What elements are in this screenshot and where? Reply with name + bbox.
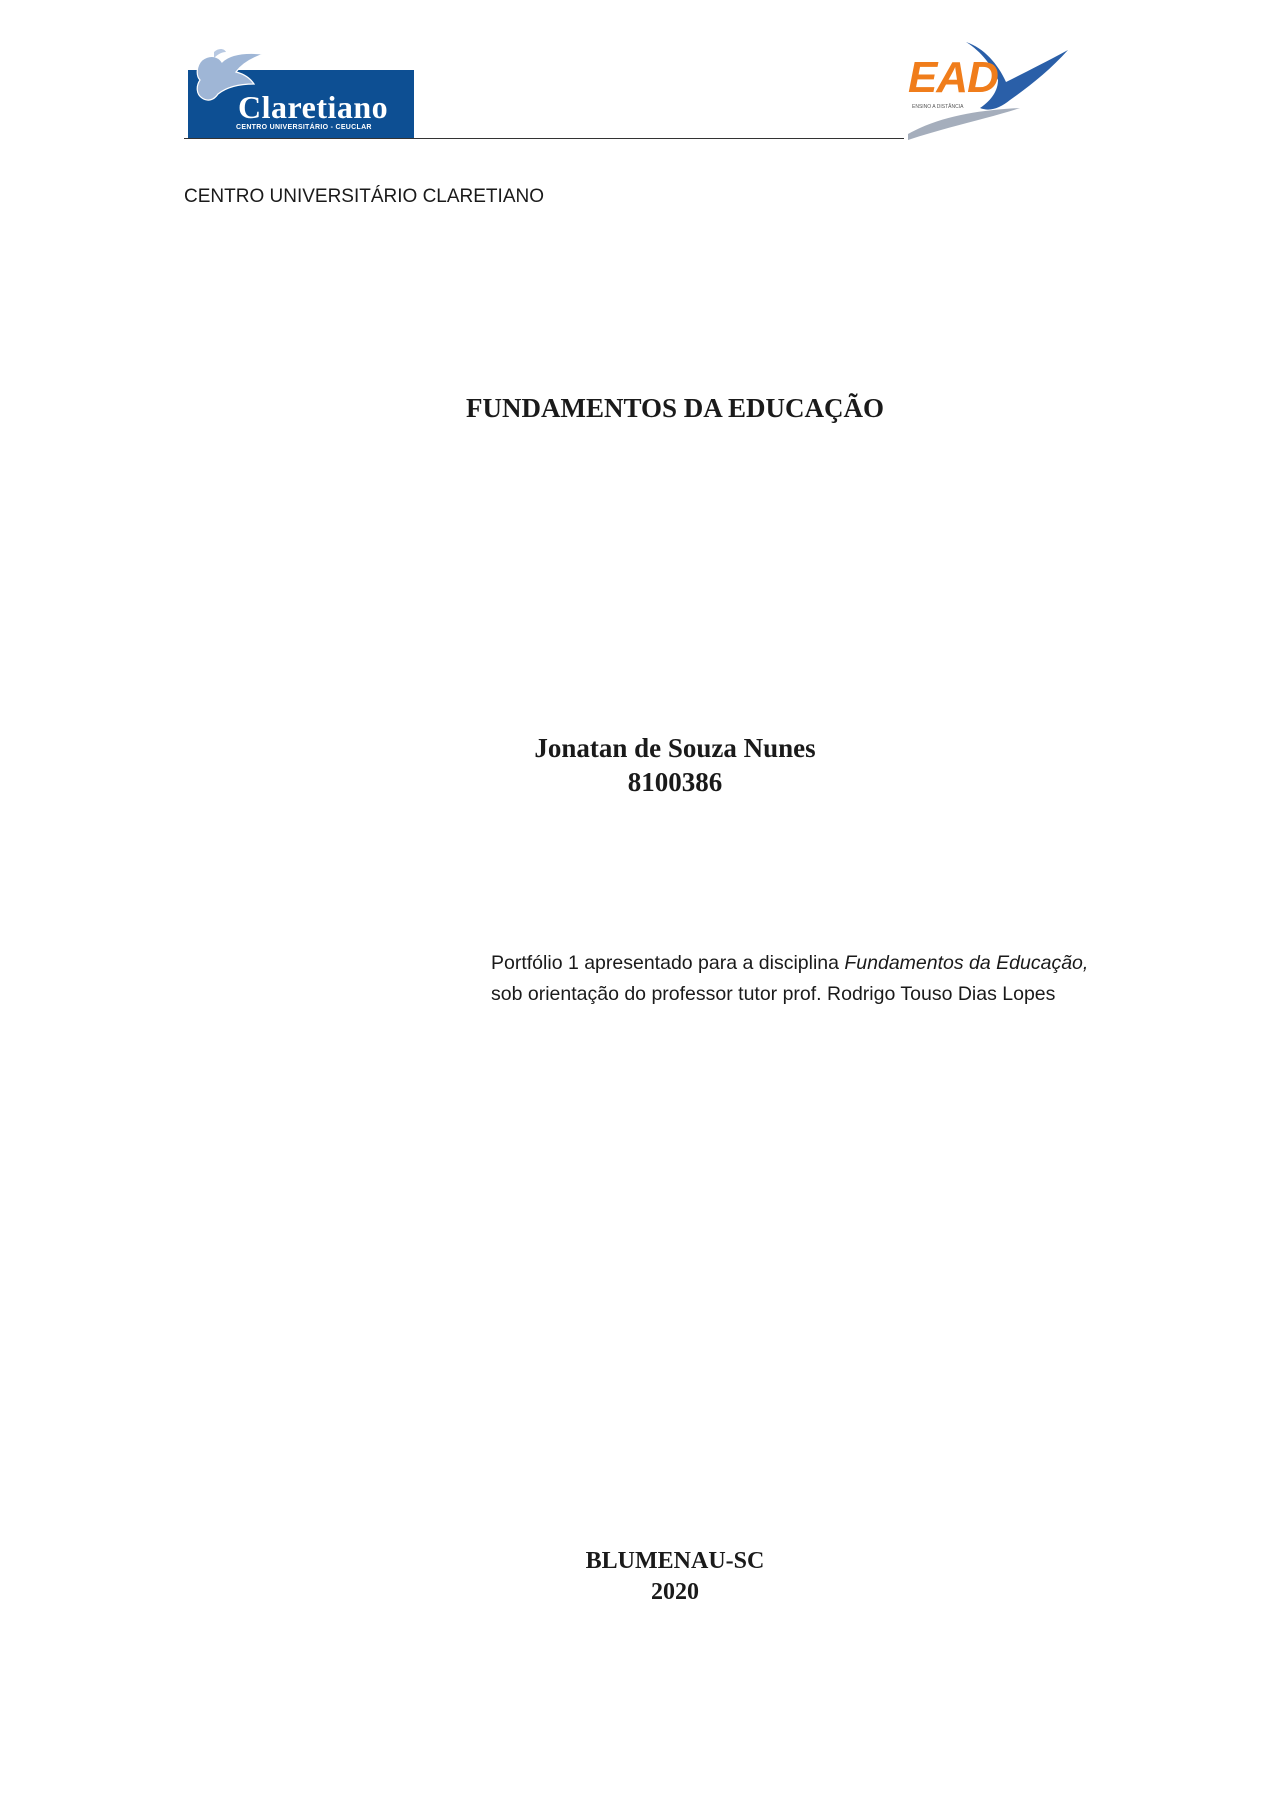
portfolio-description: [491, 948, 1191, 1010]
claretiano-wordmark: Claretiano: [238, 89, 389, 125]
document-title: FUNDAMENTOS DA EDUCAÇÃO: [465, 393, 885, 423]
student-block: [0, 731, 1280, 799]
description-line-1: [491, 948, 1191, 979]
institution-name: CENTRO UNIVERSITÁRIO CLARETIANO: [184, 186, 544, 207]
claretiano-logo: [184, 44, 416, 140]
student-id: 8100386: [627, 767, 723, 797]
ead-logo: [900, 30, 1100, 146]
description-prefix: Portfólio 1 apresentado para a disciplina: [491, 952, 845, 974]
header-divider: [184, 138, 904, 139]
footer-block: [0, 1546, 1280, 1608]
ead-wordmark: EAD: [908, 53, 998, 102]
student-name: Jonatan de Souza Nunes: [534, 733, 816, 763]
footer-year: 2020: [651, 1579, 699, 1605]
description-line-2: sob orientação do professor tutor prof. Rodrigo Touso Dias Lopes: [491, 983, 1056, 1005]
claretiano-subline: CENTRO UNIVERSITÁRIO - CEUCLAR: [236, 124, 372, 131]
description-subject: Fundamentos da Educação,: [844, 952, 1089, 974]
ead-tagline: ENSINO A DISTÂNCIA: [912, 104, 964, 110]
footer-city: BLUMENAU-SC: [585, 1548, 765, 1574]
